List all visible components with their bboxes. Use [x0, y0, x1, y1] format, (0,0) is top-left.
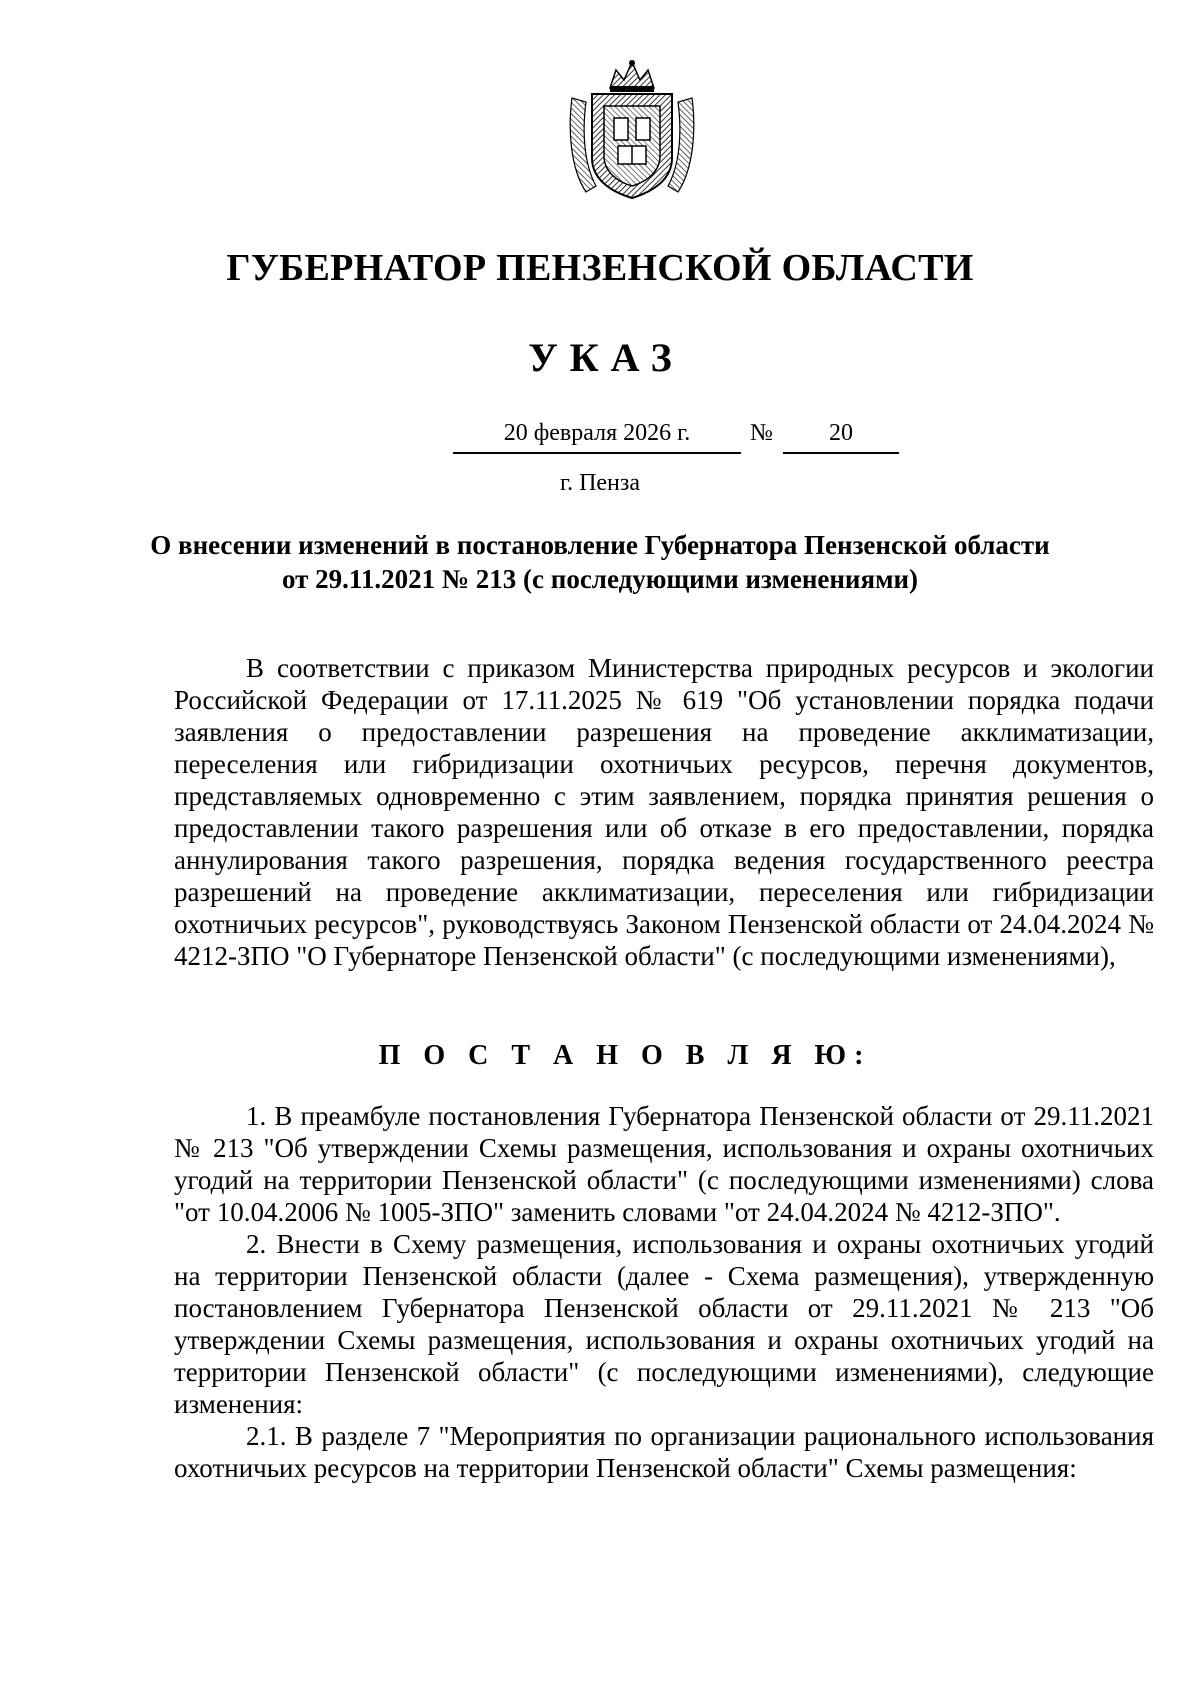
preamble-paragraph: В соответствии с приказом Министерства природных ресурсов и экологии Российской Федерации от 17.11.2025 № 619 "Об установлении порядка подачи заявления о предоставлении разрешения на проведение акклиматизации, переселения или гибридизации охотничьих ресурсов, перечня документов, представляемых одновременно с этим заявлением, порядка принятия решения о предоставлении такого разрешения или об отказе в его предоставлении, порядка аннулирования такого разрешения, порядка ведения государственного реестра разрешений на проведение акклиматизации, переселения или гибридизации охотничьих ресурсов", руководствуясь Законом Пензенской области от 24.04.2024 № 4212-ЗПО "О Губернаторе Пензенской области" (с последующими изменениями), — [174, 653, 1154, 971]
document-city: г. Пенза — [559, 470, 641, 496]
document-date: 20 февраля 2026 г. — [503, 420, 691, 446]
document-number: 20 — [829, 420, 853, 446]
item-paragraph: 1. В преамбуле постановления Губернатора Пензенской области от 29.11.2021 № 213 "Об утверждении Схемы размещения, использования и охраны охотничьих угодий на территории Пензенской области" (с последующими изменениями) слова "от 10.04.2006 № 1005-ЗПО" заменить словами "от 24.04.2024 № 4212-ЗПО". — [174, 1101, 1154, 1227]
subject-line-1: О внесении изменений в постановление Губернатора Пензенской области — [150, 530, 1050, 560]
decree-word: П О С Т А Н О В Л Я Ю: — [378, 1040, 872, 1071]
preamble-block — [174, 652, 1154, 972]
number-underline — [783, 452, 899, 454]
document-type: УКАЗ — [528, 335, 684, 380]
date-underline — [453, 452, 741, 454]
issuing-authority: ГУБЕРНАТОР ПЕНЗЕНСКОЙ ОБЛАСТИ — [226, 247, 974, 289]
subject-line-2: от 29.11.2021 № 213 (с последующими изменениями) — [281, 564, 919, 594]
number-sign: № — [750, 420, 773, 446]
items-block — [174, 1100, 1154, 1484]
item-paragraph: 2.1. В разделе 7 "Мероприятия по организации рационального использования охотничьих ресурсов на территории Пензенской области" Схемы размещения: — [174, 1421, 1154, 1483]
coat-of-arms-icon — [566, 58, 698, 202]
item-paragraph: 2. Внести в Схему размещения, использования и охраны охотничьих угодий на территории Пензенской области (далее - Схема размещения), утвержденную постановлением Губернатора Пензенской области от 29.11.2021 № 213 "Об утверждении Схемы размещения, использования и охраны охотничьих угодий на территории Пензенской области" (с последующими изменениями), следующие изменения: — [174, 1229, 1154, 1419]
document-subject — [150, 528, 1050, 596]
